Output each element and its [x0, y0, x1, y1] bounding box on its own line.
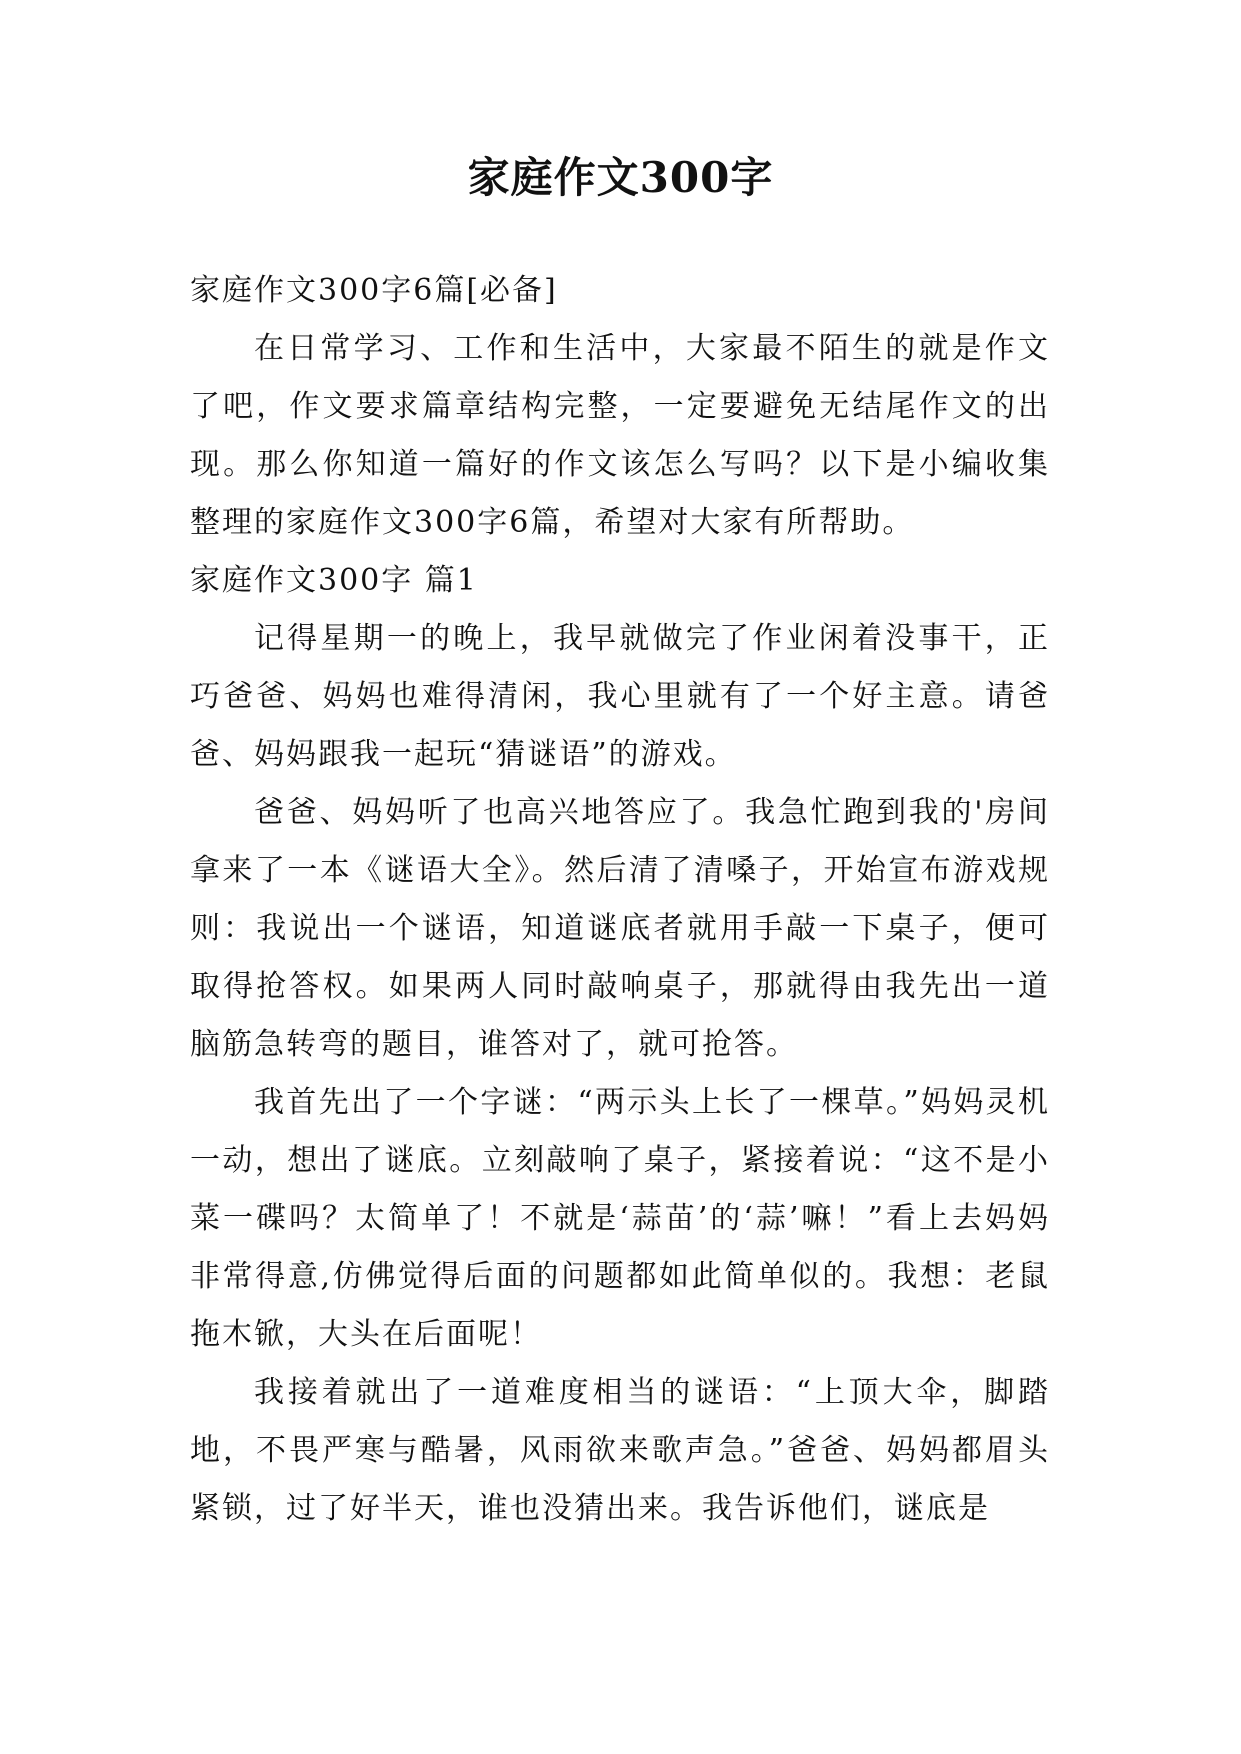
document-body: [190, 262, 1050, 1538]
section-heading: 家庭作文300字6篇[必备]: [190, 273, 558, 308]
body-paragraph: 我首先出了一个字谜：“两示头上长了一棵草。”妈妈灵机一动，想出了谜底。立刻敲响了桌子，紧接着说：“这不是小菜一碟吗？太简单了！不就是‘蒜苗’的‘蒜’嘛！”看上去妈妈非常得意,仿佛觉得后面的问题都如此简单似的。我想：老鼠拖木锨，大头在后面呢！: [190, 1085, 1050, 1352]
body-paragraph: 爸爸、妈妈听了也高兴地答应了。我急忙跑到我的'房间拿来了一本《谜语大全》。然后清了清嗓子，开始宣布游戏规则：我说出一个谜语，知道谜底者就用手敲一下桌子，便可取得抢答权。如果两人同时敲响桌子，那就得由我先出一道脑筋急转弯的题目，谁答对了，就可抢答。: [190, 795, 1050, 1062]
body-paragraph: 在日常学习、工作和生活中，大家最不陌生的就是作文了吧，作文要求篇章结构完整，一定要避免无结尾作文的出现。那么你知道一篇好的作文该怎么写吗？以下是小编收集整理的家庭作文300字6篇，希望对大家有所帮助。: [190, 331, 1050, 540]
section-heading: 家庭作文300字 篇1: [190, 563, 478, 598]
body-paragraph: 我接着就出了一道难度相当的谜语：“上顶大伞，脚踏地，不畏严寒与酷暑，风雨欲来歌声急。”爸爸、妈妈都眉头紧锁，过了好半天，谁也没猜出来。我告诉他们，谜底是: [190, 1375, 1050, 1526]
body-paragraph: 记得星期一的晚上，我早就做完了作业闲着没事干，正巧爸爸、妈妈也难得清闲，我心里就有了一个好主意。请爸爸、妈妈跟我一起玩“猜谜语”的游戏。: [190, 621, 1050, 772]
document-title: 家庭作文300字: [467, 153, 774, 202]
